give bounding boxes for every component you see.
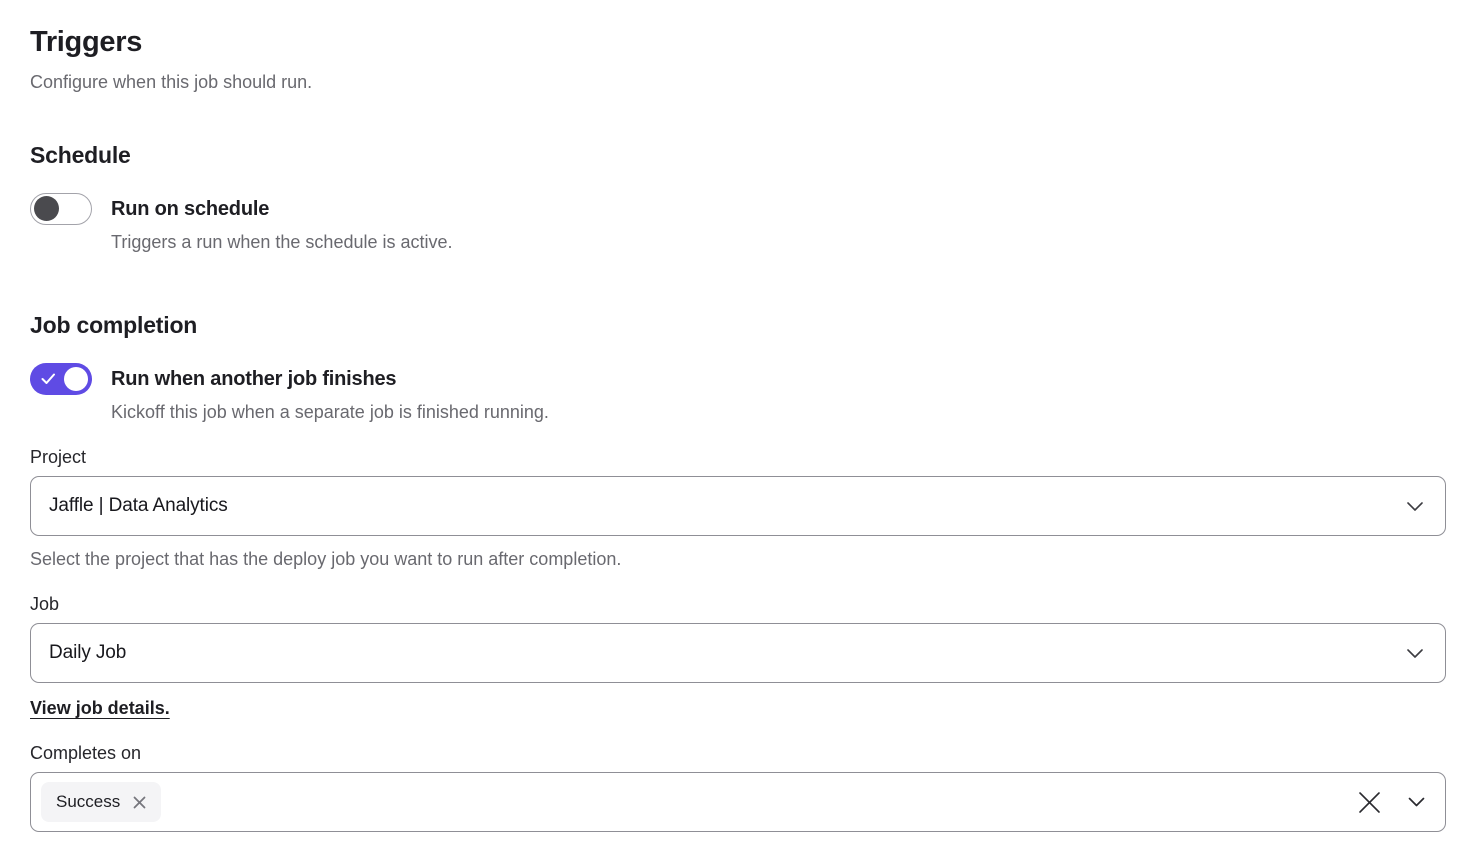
toggle-knob (34, 196, 59, 221)
chevron-down-icon (1407, 649, 1423, 658)
chevron-down-icon[interactable] (1408, 797, 1425, 807)
tag-label: Success (56, 792, 121, 811)
tag-success (41, 782, 161, 822)
remove-tag-icon[interactable] (133, 796, 146, 809)
job-select-value: Daily Job (49, 642, 127, 663)
run-on-schedule-text (111, 193, 453, 254)
check-icon (41, 373, 56, 385)
run-when-another-job-finishes-label: Run when another job finishes (111, 368, 397, 390)
selected-tags (41, 782, 1358, 822)
run-on-schedule-label: Run on schedule (111, 198, 270, 220)
clear-all-icon[interactable] (1358, 791, 1381, 814)
toggle-knob (64, 367, 88, 391)
run-when-another-job-finishes-description: Kickoff this job when a separate job is finished running. (111, 402, 549, 422)
multiselect-controls (1358, 791, 1425, 814)
view-job-details-link[interactable]: View job details. (30, 698, 170, 718)
run-when-another-job-finishes-toggle[interactable] (30, 363, 92, 395)
job-label: Job (30, 594, 60, 614)
job-select[interactable] (30, 623, 1446, 683)
run-on-schedule-description: Triggers a run when the schedule is active. (111, 232, 453, 252)
project-select[interactable] (30, 476, 1446, 536)
chevron-down-icon (1407, 502, 1423, 511)
run-when-another-job-finishes-text (111, 363, 549, 424)
project-select-value: Jaffle | Data Analytics (49, 495, 228, 516)
run-when-another-job-finishes-row (30, 363, 1446, 424)
project-label: Project (30, 447, 87, 467)
section-heading-schedule: Schedule (30, 142, 131, 168)
completes-on-multiselect[interactable] (30, 772, 1446, 832)
run-on-schedule-toggle[interactable] (30, 193, 92, 225)
run-on-schedule-row (30, 193, 1446, 254)
page-subtitle: Configure when this job should run. (30, 72, 313, 92)
completes-on-label: Completes on (30, 743, 142, 763)
project-helper-text: Select the project that has the deploy job you want to run after completion. (30, 549, 622, 569)
section-heading-job-completion: Job completion (30, 312, 198, 338)
page-title: Triggers (30, 26, 143, 58)
